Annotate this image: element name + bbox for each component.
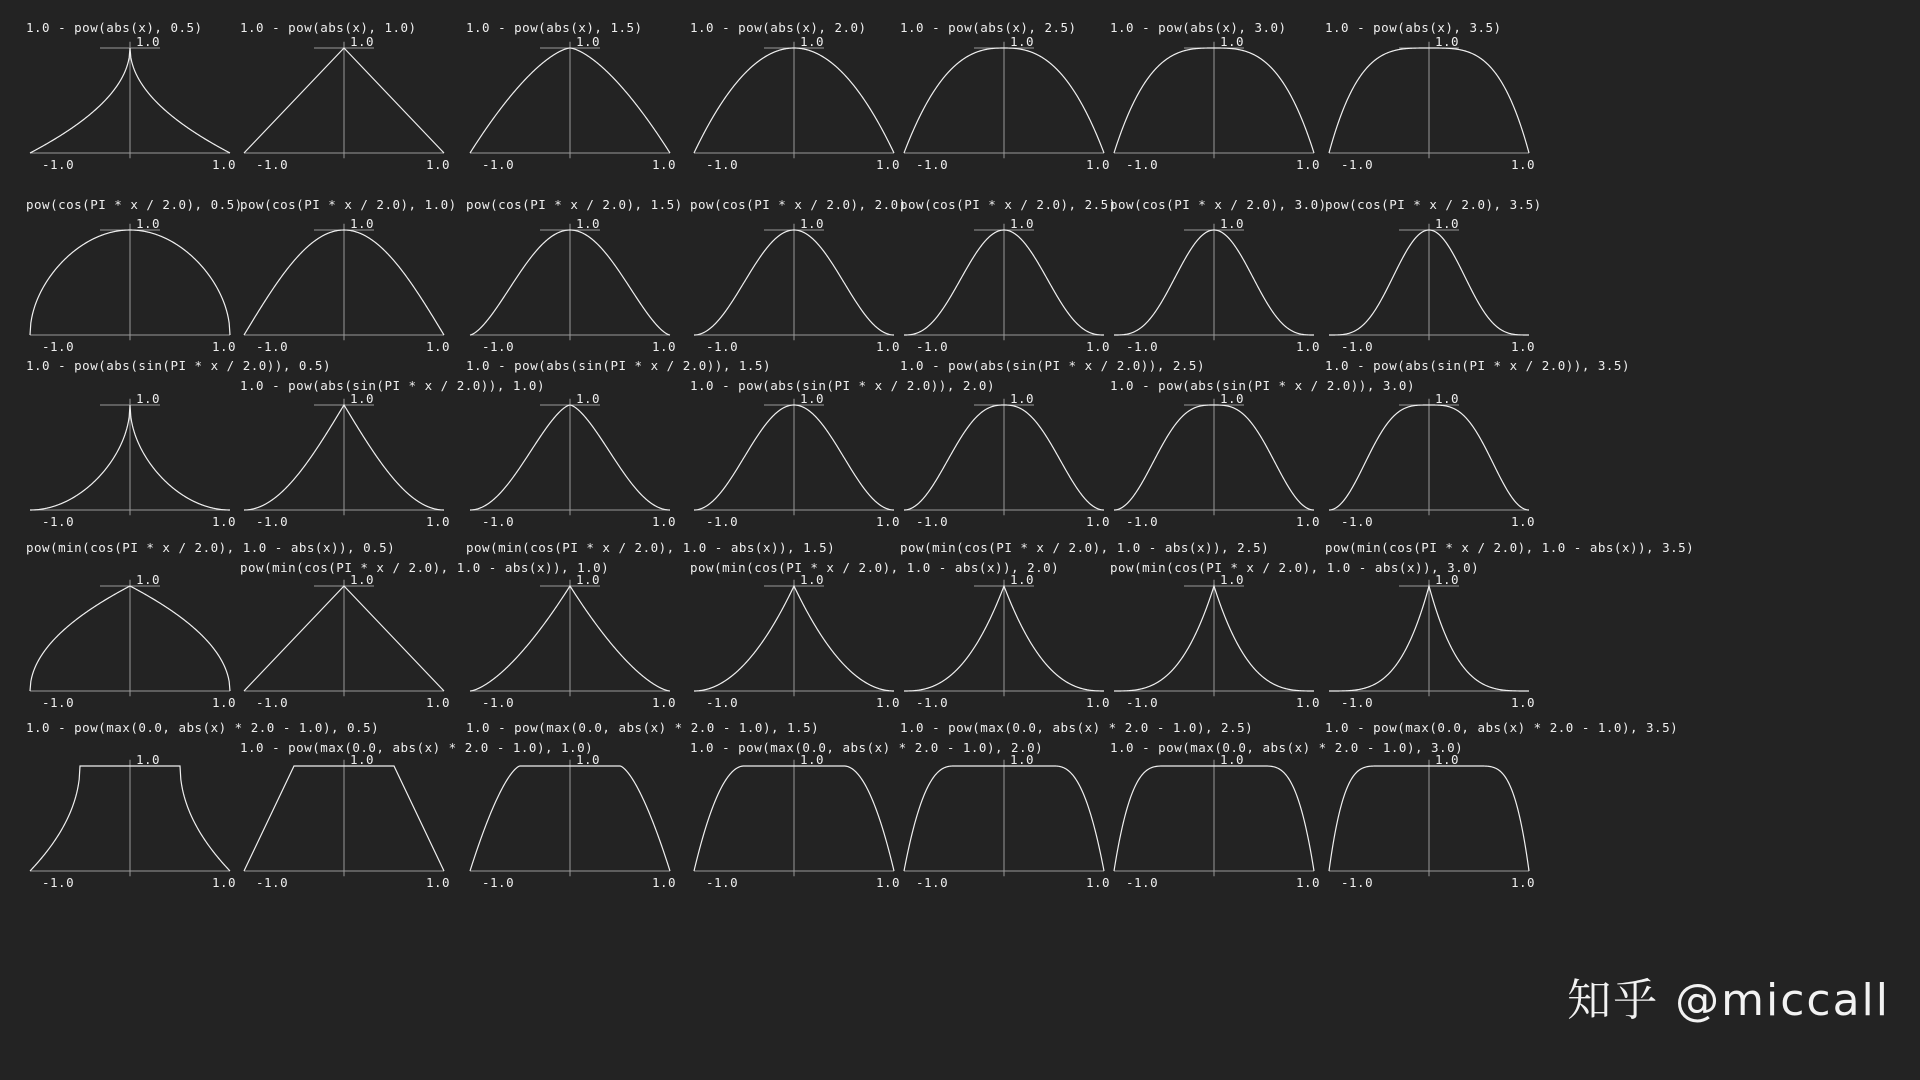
y-axis-max-label: 1.0 — [800, 752, 825, 767]
chart-title: 1.0 - pow(max(0.0, abs(x) * 2.0 - 1.0), 1.5) — [466, 720, 820, 735]
chart-plot — [466, 578, 674, 697]
chart-title: 1.0 - pow(max(0.0, abs(x) * 2.0 - 1.0), 2.0) — [690, 740, 1044, 755]
x-axis-max-label: 1.0 — [1086, 339, 1111, 354]
chart-title: 1.0 - pow(abs(sin(PI * x / 2.0)), 2.5) — [900, 358, 1205, 373]
x-axis-min-label: -1.0 — [42, 695, 75, 710]
x-axis-min-label: -1.0 — [706, 339, 739, 354]
y-axis-max-label: 1.0 — [1435, 216, 1460, 231]
chart-title: 1.0 - pow(max(0.0, abs(x) * 2.0 - 1.0), 1.0) — [240, 740, 594, 755]
y-axis-max-label: 1.0 — [136, 216, 161, 231]
x-axis-max-label: 1.0 — [652, 157, 677, 172]
y-axis-max-label: 1.0 — [1220, 752, 1245, 767]
chart-title: 1.0 - pow(abs(sin(PI * x / 2.0)), 1.5) — [466, 358, 771, 373]
x-axis-max-label: 1.0 — [652, 695, 677, 710]
x-axis-min-label: -1.0 — [916, 157, 949, 172]
chart-plot — [1110, 758, 1318, 877]
x-axis-min-label: -1.0 — [706, 695, 739, 710]
x-axis-min-label: -1.0 — [256, 514, 289, 529]
x-axis-max-label: 1.0 — [652, 339, 677, 354]
chart-plot — [1325, 578, 1533, 697]
chart-title: 1.0 - pow(abs(sin(PI * x / 2.0)), 0.5) — [26, 358, 331, 373]
chart-plot — [466, 397, 674, 516]
x-axis-max-label: 1.0 — [212, 514, 237, 529]
chart-title: pow(cos(PI * x / 2.0), 3.5) — [1325, 197, 1542, 212]
chart-plot — [1110, 397, 1318, 516]
x-axis-max-label: 1.0 — [212, 875, 237, 890]
chart-plot — [26, 397, 234, 516]
y-axis-max-label: 1.0 — [136, 752, 161, 767]
chart-plot — [240, 222, 448, 341]
y-axis-max-label: 1.0 — [800, 572, 825, 587]
chart-title: pow(cos(PI * x / 2.0), 3.0) — [1110, 197, 1327, 212]
chart-title: pow(cos(PI * x / 2.0), 1.5) — [466, 197, 683, 212]
y-axis-max-label: 1.0 — [350, 34, 375, 49]
chart-plot — [1325, 758, 1533, 877]
x-axis-max-label: 1.0 — [1511, 514, 1536, 529]
chart-plot — [466, 40, 674, 159]
y-axis-max-label: 1.0 — [1220, 216, 1245, 231]
x-axis-max-label: 1.0 — [1296, 695, 1321, 710]
y-axis-max-label: 1.0 — [800, 216, 825, 231]
chart-title: pow(cos(PI * x / 2.0), 2.5) — [900, 197, 1117, 212]
x-axis-min-label: -1.0 — [1126, 157, 1159, 172]
chart-plot — [900, 758, 1108, 877]
chart-title: pow(cos(PI * x / 2.0), 1.0) — [240, 197, 457, 212]
x-axis-max-label: 1.0 — [1511, 695, 1536, 710]
chart-title: 1.0 - pow(abs(x), 1.5) — [466, 20, 643, 35]
x-axis-min-label: -1.0 — [706, 875, 739, 890]
x-axis-max-label: 1.0 — [652, 875, 677, 890]
chart-plot — [690, 222, 898, 341]
chart-title: pow(min(cos(PI * x / 2.0), 1.0 - abs(x)), 3.0) — [1110, 560, 1480, 575]
chart-title: 1.0 - pow(max(0.0, abs(x) * 2.0 - 1.0), 2.5) — [900, 720, 1254, 735]
x-axis-min-label: -1.0 — [1341, 157, 1374, 172]
chart-plot — [240, 578, 448, 697]
watermark: 知乎 @miccall — [1567, 975, 1890, 1026]
x-axis-max-label: 1.0 — [426, 339, 451, 354]
x-axis-max-label: 1.0 — [1086, 157, 1111, 172]
x-axis-max-label: 1.0 — [1296, 339, 1321, 354]
chart-title: 1.0 - pow(abs(x), 2.0) — [690, 20, 867, 35]
x-axis-min-label: -1.0 — [1341, 875, 1374, 890]
chart-title: pow(min(cos(PI * x / 2.0), 1.0 - abs(x)), 3.5) — [1325, 540, 1695, 555]
x-axis-min-label: -1.0 — [42, 875, 75, 890]
y-axis-max-label: 1.0 — [350, 752, 375, 767]
x-axis-max-label: 1.0 — [212, 339, 237, 354]
x-axis-max-label: 1.0 — [1086, 875, 1111, 890]
x-axis-max-label: 1.0 — [1086, 695, 1111, 710]
y-axis-max-label: 1.0 — [350, 572, 375, 587]
x-axis-min-label: -1.0 — [42, 339, 75, 354]
x-axis-max-label: 1.0 — [1511, 875, 1536, 890]
x-axis-max-label: 1.0 — [212, 157, 237, 172]
chart-plot — [1325, 222, 1533, 341]
chart-title: 1.0 - pow(max(0.0, abs(x) * 2.0 - 1.0), 3.5) — [1325, 720, 1679, 735]
chart-plot — [26, 578, 234, 697]
x-axis-max-label: 1.0 — [426, 514, 451, 529]
chart-title: pow(cos(PI * x / 2.0), 0.5) — [26, 197, 243, 212]
y-axis-max-label: 1.0 — [136, 391, 161, 406]
chart-title: pow(min(cos(PI * x / 2.0), 1.0 - abs(x)), 2.0) — [690, 560, 1060, 575]
x-axis-max-label: 1.0 — [426, 875, 451, 890]
y-axis-max-label: 1.0 — [576, 34, 601, 49]
x-axis-max-label: 1.0 — [876, 875, 901, 890]
chart-title: 1.0 - pow(abs(sin(PI * x / 2.0)), 1.0) — [240, 378, 545, 393]
x-axis-min-label: -1.0 — [916, 514, 949, 529]
chart-plot — [240, 40, 448, 159]
x-axis-max-label: 1.0 — [426, 695, 451, 710]
chart-plot — [690, 397, 898, 516]
chart-title: 1.0 - pow(abs(sin(PI * x / 2.0)), 3.5) — [1325, 358, 1630, 373]
y-axis-max-label: 1.0 — [576, 752, 601, 767]
chart-title: 1.0 - pow(max(0.0, abs(x) * 2.0 - 1.0), 0.5) — [26, 720, 380, 735]
x-axis-min-label: -1.0 — [1126, 875, 1159, 890]
x-axis-max-label: 1.0 — [1511, 339, 1536, 354]
chart-plot — [690, 758, 898, 877]
chart-plot — [690, 40, 898, 159]
x-axis-max-label: 1.0 — [876, 339, 901, 354]
x-axis-min-label: -1.0 — [916, 695, 949, 710]
chart-title: pow(min(cos(PI * x / 2.0), 1.0 - abs(x)), 0.5) — [26, 540, 396, 555]
x-axis-min-label: -1.0 — [256, 875, 289, 890]
x-axis-min-label: -1.0 — [1126, 514, 1159, 529]
y-axis-max-label: 1.0 — [1435, 752, 1460, 767]
chart-plot — [240, 758, 448, 877]
chart-title: pow(min(cos(PI * x / 2.0), 1.0 - abs(x)), 2.5) — [900, 540, 1270, 555]
chart-plot — [26, 40, 234, 159]
x-axis-min-label: -1.0 — [42, 514, 75, 529]
x-axis-min-label: -1.0 — [1126, 695, 1159, 710]
x-axis-max-label: 1.0 — [1511, 157, 1536, 172]
y-axis-max-label: 1.0 — [1010, 572, 1035, 587]
chart-title: 1.0 - pow(abs(x), 0.5) — [26, 20, 203, 35]
x-axis-min-label: -1.0 — [42, 157, 75, 172]
y-axis-max-label: 1.0 — [1010, 752, 1035, 767]
x-axis-min-label: -1.0 — [916, 875, 949, 890]
chart-title: 1.0 - pow(abs(x), 2.5) — [900, 20, 1077, 35]
chart-plot — [466, 222, 674, 341]
chart-plot — [240, 397, 448, 516]
y-axis-max-label: 1.0 — [350, 391, 375, 406]
chart-title: 1.0 - pow(abs(x), 3.0) — [1110, 20, 1287, 35]
x-axis-min-label: -1.0 — [482, 339, 515, 354]
chart-plot — [1110, 578, 1318, 697]
x-axis-max-label: 1.0 — [1296, 514, 1321, 529]
chart-plot — [900, 222, 1108, 341]
y-axis-max-label: 1.0 — [1010, 216, 1035, 231]
chart-title: pow(cos(PI * x / 2.0), 2.0) — [690, 197, 907, 212]
x-axis-max-label: 1.0 — [876, 695, 901, 710]
x-axis-max-label: 1.0 — [652, 514, 677, 529]
x-axis-min-label: -1.0 — [706, 157, 739, 172]
x-axis-min-label: -1.0 — [482, 875, 515, 890]
chart-title: 1.0 - pow(max(0.0, abs(x) * 2.0 - 1.0), 3.0) — [1110, 740, 1464, 755]
x-axis-min-label: -1.0 — [1126, 339, 1159, 354]
x-axis-max-label: 1.0 — [1086, 514, 1111, 529]
x-axis-min-label: -1.0 — [706, 514, 739, 529]
x-axis-min-label: -1.0 — [916, 339, 949, 354]
y-axis-max-label: 1.0 — [136, 34, 161, 49]
chart-plot — [690, 578, 898, 697]
y-axis-max-label: 1.0 — [1435, 34, 1460, 49]
chart-plot — [26, 222, 234, 341]
x-axis-min-label: -1.0 — [256, 157, 289, 172]
x-axis-max-label: 1.0 — [876, 157, 901, 172]
x-axis-min-label: -1.0 — [1341, 339, 1374, 354]
y-axis-max-label: 1.0 — [1435, 572, 1460, 587]
chart-title: 1.0 - pow(abs(sin(PI * x / 2.0)), 2.0) — [690, 378, 995, 393]
chart-plot — [466, 758, 674, 877]
y-axis-max-label: 1.0 — [350, 216, 375, 231]
chart-title: 1.0 - pow(abs(x), 3.5) — [1325, 20, 1502, 35]
chart-plot — [900, 40, 1108, 159]
x-axis-min-label: -1.0 — [256, 695, 289, 710]
x-axis-min-label: -1.0 — [1341, 695, 1374, 710]
y-axis-max-label: 1.0 — [1435, 391, 1460, 406]
x-axis-min-label: -1.0 — [256, 339, 289, 354]
y-axis-max-label: 1.0 — [1010, 34, 1035, 49]
x-axis-min-label: -1.0 — [482, 514, 515, 529]
y-axis-max-label: 1.0 — [1220, 572, 1245, 587]
y-axis-max-label: 1.0 — [1220, 391, 1245, 406]
x-axis-min-label: -1.0 — [482, 157, 515, 172]
x-axis-min-label: -1.0 — [482, 695, 515, 710]
x-axis-max-label: 1.0 — [212, 695, 237, 710]
x-axis-max-label: 1.0 — [426, 157, 451, 172]
x-axis-min-label: -1.0 — [1341, 514, 1374, 529]
y-axis-max-label: 1.0 — [800, 391, 825, 406]
x-axis-max-label: 1.0 — [1296, 875, 1321, 890]
y-axis-max-label: 1.0 — [1220, 34, 1245, 49]
chart-plot — [1110, 40, 1318, 159]
chart-title: pow(min(cos(PI * x / 2.0), 1.0 - abs(x)), 1.0) — [240, 560, 610, 575]
chart-title: 1.0 - pow(abs(sin(PI * x / 2.0)), 3.0) — [1110, 378, 1415, 393]
chart-plot — [26, 758, 234, 877]
y-axis-max-label: 1.0 — [136, 572, 161, 587]
y-axis-max-label: 1.0 — [1010, 391, 1035, 406]
x-axis-max-label: 1.0 — [876, 514, 901, 529]
chart-plot — [1325, 397, 1533, 516]
x-axis-max-label: 1.0 — [1296, 157, 1321, 172]
chart-plot — [900, 397, 1108, 516]
y-axis-max-label: 1.0 — [576, 391, 601, 406]
chart-plot — [1325, 40, 1533, 159]
y-axis-max-label: 1.0 — [576, 572, 601, 587]
y-axis-max-label: 1.0 — [576, 216, 601, 231]
y-axis-max-label: 1.0 — [800, 34, 825, 49]
chart-plot — [1110, 222, 1318, 341]
chart-title: 1.0 - pow(abs(x), 1.0) — [240, 20, 417, 35]
chart-title: pow(min(cos(PI * x / 2.0), 1.0 - abs(x)), 1.5) — [466, 540, 836, 555]
chart-plot — [900, 578, 1108, 697]
